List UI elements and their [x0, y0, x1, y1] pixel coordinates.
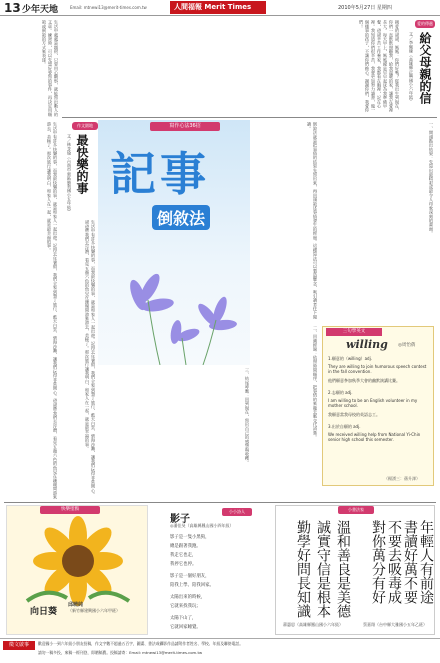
english-line: We received willing help from National Yi-Chin senior high school this semester.: [328, 432, 421, 442]
poem-line: 太陽下山了，: [170, 616, 197, 621]
poem-line: 它就回家睡覺。: [170, 625, 201, 630]
english-line: They are willing to join humorous speech contest in the fall convention.: [328, 364, 427, 374]
poem-title: 影子: [170, 514, 190, 525]
happiest-body: 生活中有許多快樂的事，而我最快樂的事，就是和家人一起出遊。記得去年暑假，我們全家到墾丁旅行，藍天白雲、碧海沙灘，讓我們玩得非常開心。爸爸帶我們去浮潛，看見五顏六色的魚兒在珊瑚間游來游去，美極了。那次旅行讓我明白，和家人在一起，就是最幸福的事。: [47, 122, 58, 500]
poem-author: ◎潘佳旻（高雄縣鳳山國小四年級）: [170, 523, 234, 528]
writing-class-subtitle: 倒敘法: [152, 205, 210, 230]
english-tag: 三句學英文: [326, 328, 382, 336]
divider: [4, 502, 436, 503]
happiest-author: 文／林芝瑜（台南市東區勝利國小五年級）: [67, 134, 72, 214]
writing-class-body-1: 倒敘法就是把事情的結果先寫出來，再回頭敘述事情發生的經過。這種寫法可以製造懸念，吸引讀者往下閱讀。: [307, 122, 318, 319]
calligraphy-column: 對你萬分有好: [370, 520, 386, 604]
writing-class-tag: 寫作心法36招: [150, 122, 220, 131]
header-email: Email: mtnewi13@merit-times.com.tw: [70, 5, 147, 10]
masthead-logo: 人間福報 Merit Times: [170, 1, 266, 14]
poem-line: 影子是一隻小黑狗，: [170, 535, 210, 540]
poem-tag: 小小詩人: [222, 508, 252, 516]
english-line: 3.出於自願的 adj.: [328, 424, 361, 429]
art-artist-school: （新竹縣建興國小六年甲班）: [68, 608, 120, 613]
letter-body: 親愛的爸爸、媽媽：你們好嗎？從我出生到現在，你們一直默默照顧我，給我溫暖的家，讓我在愛裡長大。每天早上，媽媽總是早早起床為我準備早餐，爸爸辛苦工作養家，我都看在眼裡，記在心裡。我知道你們很辛苦，我會更加努力讀書，做一個懂事的孩子，不讓你們擔心。謝謝你們，我愛你們！: [359, 20, 400, 113]
calligraphy-tag: 小書法家: [338, 506, 374, 514]
writing-class-body-2: 一、開頭點出結果：先寫出最精彩或最令人印象深刻的畫面。: [429, 122, 434, 236]
writing-class-body-3: 二、回溯經過：依照時間順序，把事情的來龍去脈交代清楚。: [313, 326, 318, 440]
letter-tag: 愛的傳遞: [417, 21, 433, 26]
poem-line: 太陽出來的時候，: [170, 595, 206, 600]
footer-line: 請勿一稿多投，來稿一經刊登，即贈稿費。投稿請寄：Email: mtnewi13@merit-times.com.tw: [38, 650, 203, 655]
poem-line: 陪我上學、陪我回家。: [170, 583, 214, 588]
footer-line: 歡迎國小一到六年級小朋友投稿，作文字數不超過五百字，圖畫、書法或攝影作品請附作者姓名、學校、年級及聯絡電話。: [38, 641, 244, 646]
letter-author: 文／李佩臻（高雄縣正興國小六年級）: [409, 32, 414, 104]
english-author: ◎周怡蒨: [398, 343, 416, 348]
english-line: 他們願意參加秋季大會的幽默演講比賽。: [328, 378, 400, 383]
left-top-text: 生活中處處是題材，只要用心觀察，就能寫出動人的文章。練習時，可以先想好要寫的事件，再決定用順敘或倒敘的方式來表達。: [42, 20, 59, 117]
poem-line: 影子是一個好朋友，: [170, 574, 210, 579]
art-artist: [68, 603, 120, 613]
english-translator: （楊湧三：蒨升澤）: [384, 476, 420, 481]
calligraphy-column: 不要去吸毒成: [386, 520, 402, 604]
calligraphy-column: 書讀好萬不要: [402, 520, 418, 604]
issue-date: 2010年5月27日 星期四: [338, 5, 392, 11]
art-artist-name: 邱曉純: [68, 602, 84, 608]
letter-title: 給父母親的信: [418, 32, 432, 104]
english-line: 1.願意的（willing）adj.: [328, 356, 372, 361]
poem-line: 我停它也停。: [170, 562, 197, 567]
writing-class-title: 記事: [110, 147, 210, 201]
poem-line: 我走它也走，: [170, 553, 197, 558]
english-line: I am willing to be an English volunteer in my mother school.: [328, 398, 418, 408]
calligraphy-column: 溫和善良是美德: [335, 520, 351, 618]
sunflower-illustration: [7, 516, 149, 611]
english-line: 2.志願的 adj.: [328, 390, 353, 395]
art-tag: 快樂塗鴉: [40, 506, 100, 514]
page-number: 13: [4, 1, 21, 15]
footer-tag: 徵文啟事: [3, 641, 35, 650]
poem-line: 它就來找我玩；: [170, 604, 201, 609]
calligraphy-caption: 蔡嘉翔（台中縣大雅國小五年乙班）: [363, 622, 427, 627]
writing-class-body-4: 三、結尾呼應：回到現在，寫出自己的感想與收穫。: [245, 368, 250, 465]
calligraphy-column: 誠實守信是根本: [315, 520, 331, 618]
english-line: 我願意當我母校的英語志工。: [328, 412, 380, 417]
calligraphy-column: 勤學好問長知識: [295, 520, 311, 618]
section-title: 少年天地: [22, 5, 59, 15]
happiest-title: 最快樂的事: [75, 134, 89, 194]
divider: [62, 117, 437, 118]
calligraphy-column: 年輕人有前途: [418, 520, 434, 604]
poem-line: 總是跟著我跑。: [170, 544, 201, 549]
english-word: willing: [346, 338, 388, 351]
happiest-body-cont: 生活中有許多快樂的事，而我最快樂的事，就是和家人一起出遊。記得去年暑假，我們全家到墾丁旅行，藍天白雲、碧海沙灘，讓我們玩得非常開心。爸爸帶我們去浮潛，看見五顏六色的魚兒在珊瑚間游來游去，美極了。那次旅行讓我明白，和家人在一起，就是最幸福的事。: [85, 220, 96, 497]
calligraphy-caption: 蔣惠思（高雄縣鳳山國小六年級）: [283, 622, 343, 627]
sunflower-artwork: [6, 505, 148, 635]
happiest-tag: 作文園地: [72, 122, 98, 130]
art-caption: 向日葵: [30, 607, 58, 617]
